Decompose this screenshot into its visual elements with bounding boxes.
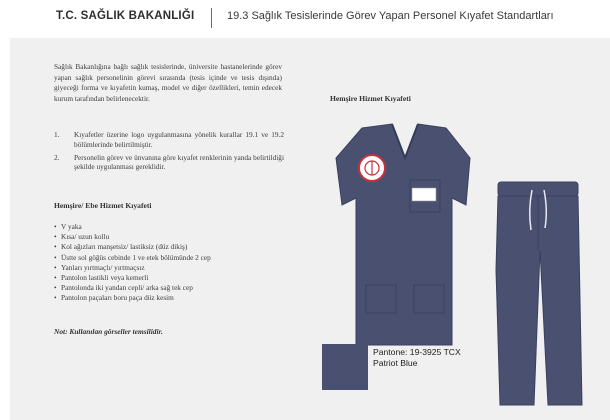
list-item [54,242,294,252]
item-number: 1. [54,130,60,139]
page-header [0,0,610,36]
name-badge [412,188,436,201]
organization-name: T.C. SAĞLIK BAKANLIĞI [56,10,195,22]
list-item [54,222,294,232]
list-item-text: Pantolonda iki yandan cepli/ arka sağ tek cep [61,283,193,293]
bullet-marker: • [54,222,57,231]
numbered-list [54,130,284,175]
item-text: Personelin görev ve ünvanına göre kıyafet renklerinin yanda belirtildiği şekilde uygulanması gereklidir. [74,152,284,172]
bullet-marker: • [54,252,57,262]
pantone-code: Pantone: 19-3925 TCX [373,347,461,357]
list-item-text: V yaka [61,222,82,231]
list-item-text: Üstte sol göğüs cebinde 1 ve etek bölümünde 2 cep [61,252,211,262]
scrub-trousers [496,182,582,405]
item-text: Kıyafetler üzerine logo uygulanmasına yönelik kurallar 19.1 ve 19.2 bölümlerinde belirtilmiştir. [74,130,284,149]
pantone-name: Patriot Blue [373,357,418,368]
list-item-text: Pantolon paçaları boru paça düz kesim [61,293,174,303]
list-item [54,253,294,263]
header-divider [211,8,212,28]
scrub-top [336,124,470,345]
color-swatch [322,344,368,390]
list-item [54,273,294,283]
feature-list [54,222,294,304]
numbered-item [54,130,284,150]
list-item [54,293,294,303]
pantone-label [373,347,461,369]
disclaimer-note: Not: Kullanılan görseller temsilidir. [54,327,163,336]
bullet-marker: • [54,232,57,242]
garment-title: Hemşire Hizmet Kıyafeti [330,94,411,103]
list-item [54,263,294,273]
bullet-marker: • [54,262,57,272]
list-item [54,232,294,242]
list-item [54,283,294,293]
bullet-marker: • [54,293,57,303]
item-number: 2. [54,152,60,162]
trouser-legs [496,196,582,405]
bullet-marker: • [54,283,57,293]
subsection-title: Hemşire/ Ebe Hizmet Kıyafeti [54,201,152,210]
list-item-text: Yanları yırtmaçlı/ yırtmaçsız [61,262,145,272]
numbered-item [54,153,284,173]
list-item-text: Kısa/ uzun kollu [61,232,110,242]
intro-paragraph: Sağlık Bakanlığına bağlı sağlık tesislerinde, üniversite hastanelerinde görev yapan sağlık personelinin görevi sırasında (tesis içinde ve tesis dışında) giyeceği forma ve kıyafetin kumaş, model ve diğer özellikleri, temin edecek kurum tarafından belirlenecektir. [54,62,282,104]
bullet-marker: • [54,242,57,252]
bullet-marker: • [54,273,57,283]
waistband [498,182,578,196]
list-item-text: Pantolon lastikli veya kemerli [61,273,149,283]
list-item-text: Kol ağızları manşetsiz/ lastiksiz (düz dikiş) [61,242,188,252]
section-title: 19.3 Sağlık Tesislerinde Görev Yapan Personel Kıyafet Standartları [227,10,554,22]
